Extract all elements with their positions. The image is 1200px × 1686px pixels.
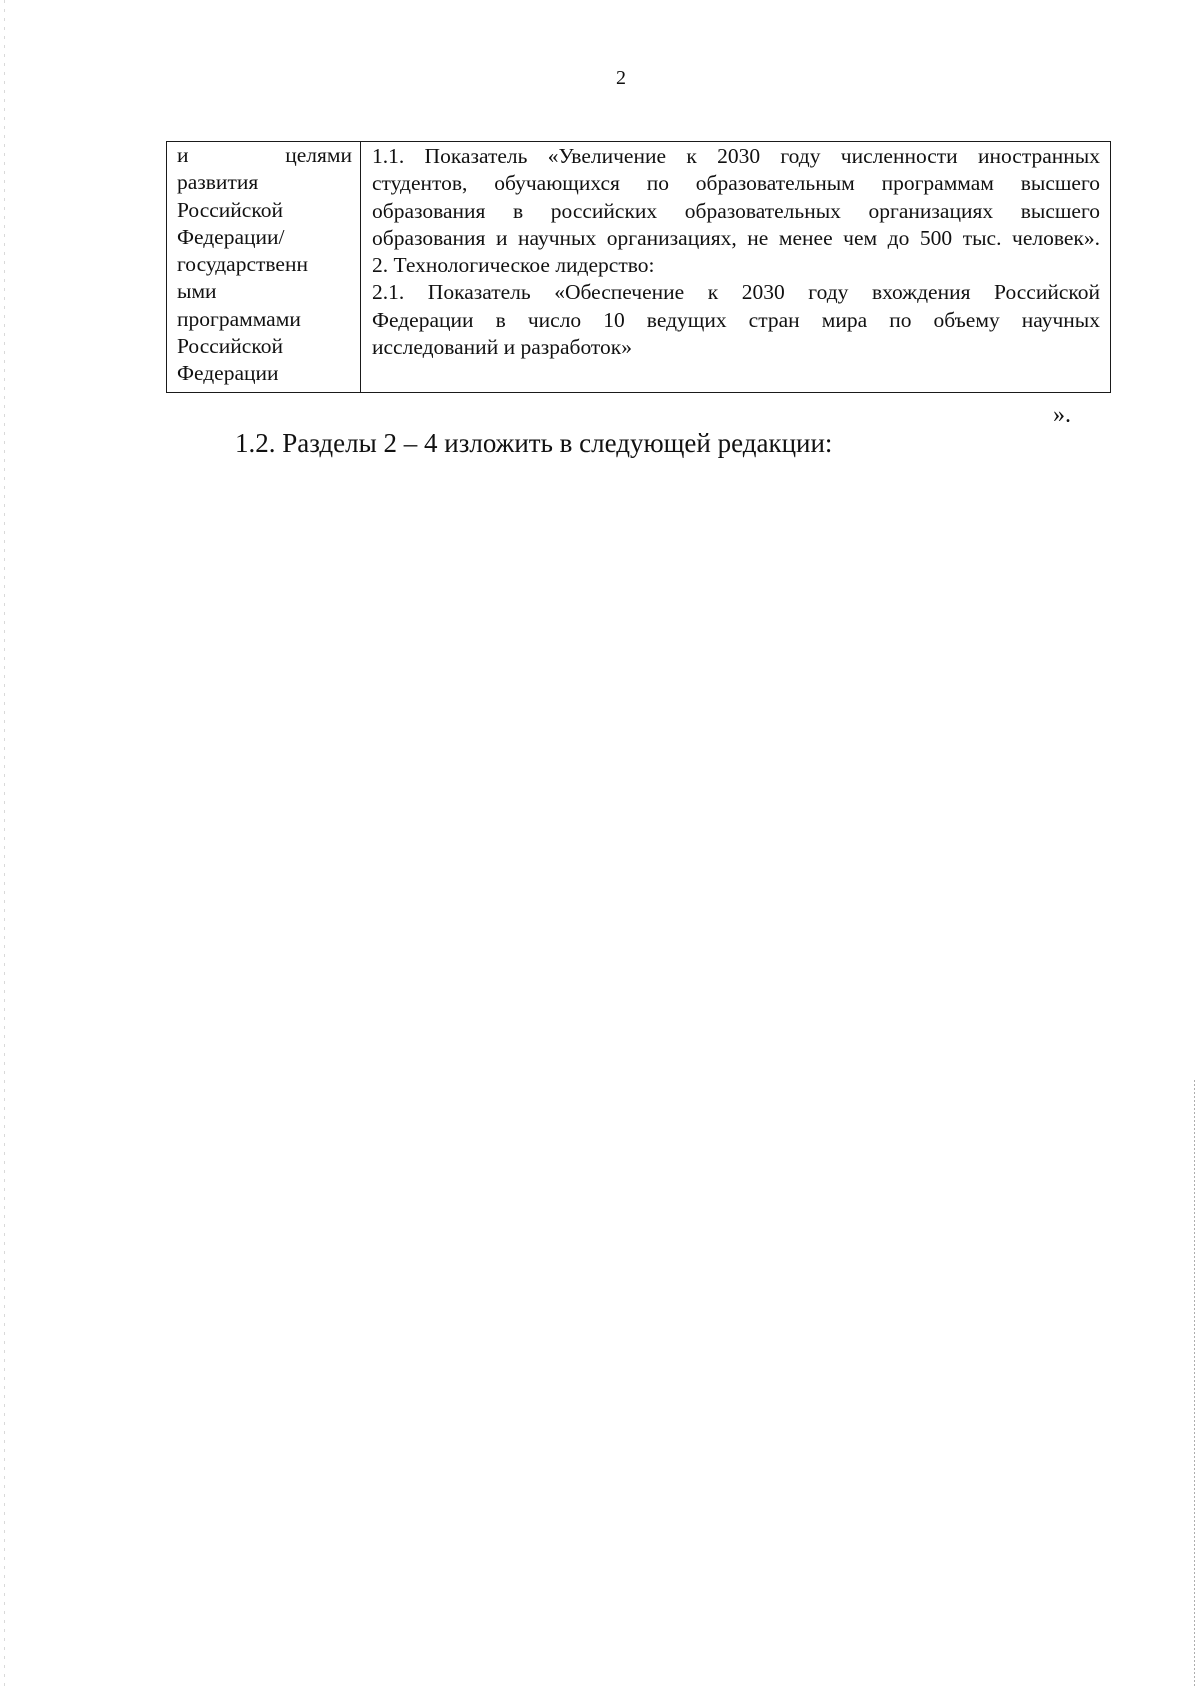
table-row bbox=[167, 142, 1111, 393]
left-line-8: Российской bbox=[177, 334, 283, 359]
right-line-4: образования и научных организациях, не менее чем до 500 тыс. человек». bbox=[372, 225, 1100, 250]
scan-edge-left bbox=[4, 0, 5, 1686]
right-line-6: 2.1. Показатель «Обеспечение к 2030 году вхождения Российской bbox=[372, 280, 1100, 305]
left-line-9: Федерации bbox=[177, 361, 279, 386]
right-line-8: исследований и разработок» bbox=[372, 335, 632, 360]
table-cell-left bbox=[167, 142, 361, 393]
left-line-1 bbox=[177, 142, 352, 169]
right-line-3: образования в российских образовательных организациях высшего bbox=[372, 198, 1100, 223]
section-heading: 1.2. Разделы 2 – 4 изложить в следующей редакции: bbox=[235, 428, 833, 458]
left-line-2: развития bbox=[177, 170, 259, 195]
page-number: 2 bbox=[616, 67, 626, 89]
right-line-1: 1.1. Показатель «Увеличение к 2030 году численности иностранных bbox=[372, 144, 1100, 168]
right-line-7: Федерации в число 10 ведущих стран мира по объему научных bbox=[372, 307, 1100, 332]
scan-edge-right bbox=[1194, 1080, 1195, 1686]
table-cell-right bbox=[361, 142, 1111, 393]
right-line-2: студентов, обучающихся по образовательным программам высшего bbox=[372, 171, 1100, 196]
left-line-5: государственн bbox=[177, 252, 308, 277]
right-line-5: 2. Технологическое лидерство: bbox=[372, 253, 655, 278]
left-line-6: ыми bbox=[177, 279, 217, 304]
left-line-4: Федерации/ bbox=[177, 224, 285, 249]
left-word-b: целями bbox=[285, 143, 352, 167]
left-line-7: программами bbox=[177, 306, 301, 331]
left-line-3: Российской bbox=[177, 197, 283, 222]
indicators-table bbox=[166, 141, 1111, 393]
left-word-a: и bbox=[177, 143, 189, 167]
closing-quote: ». bbox=[1053, 402, 1071, 428]
